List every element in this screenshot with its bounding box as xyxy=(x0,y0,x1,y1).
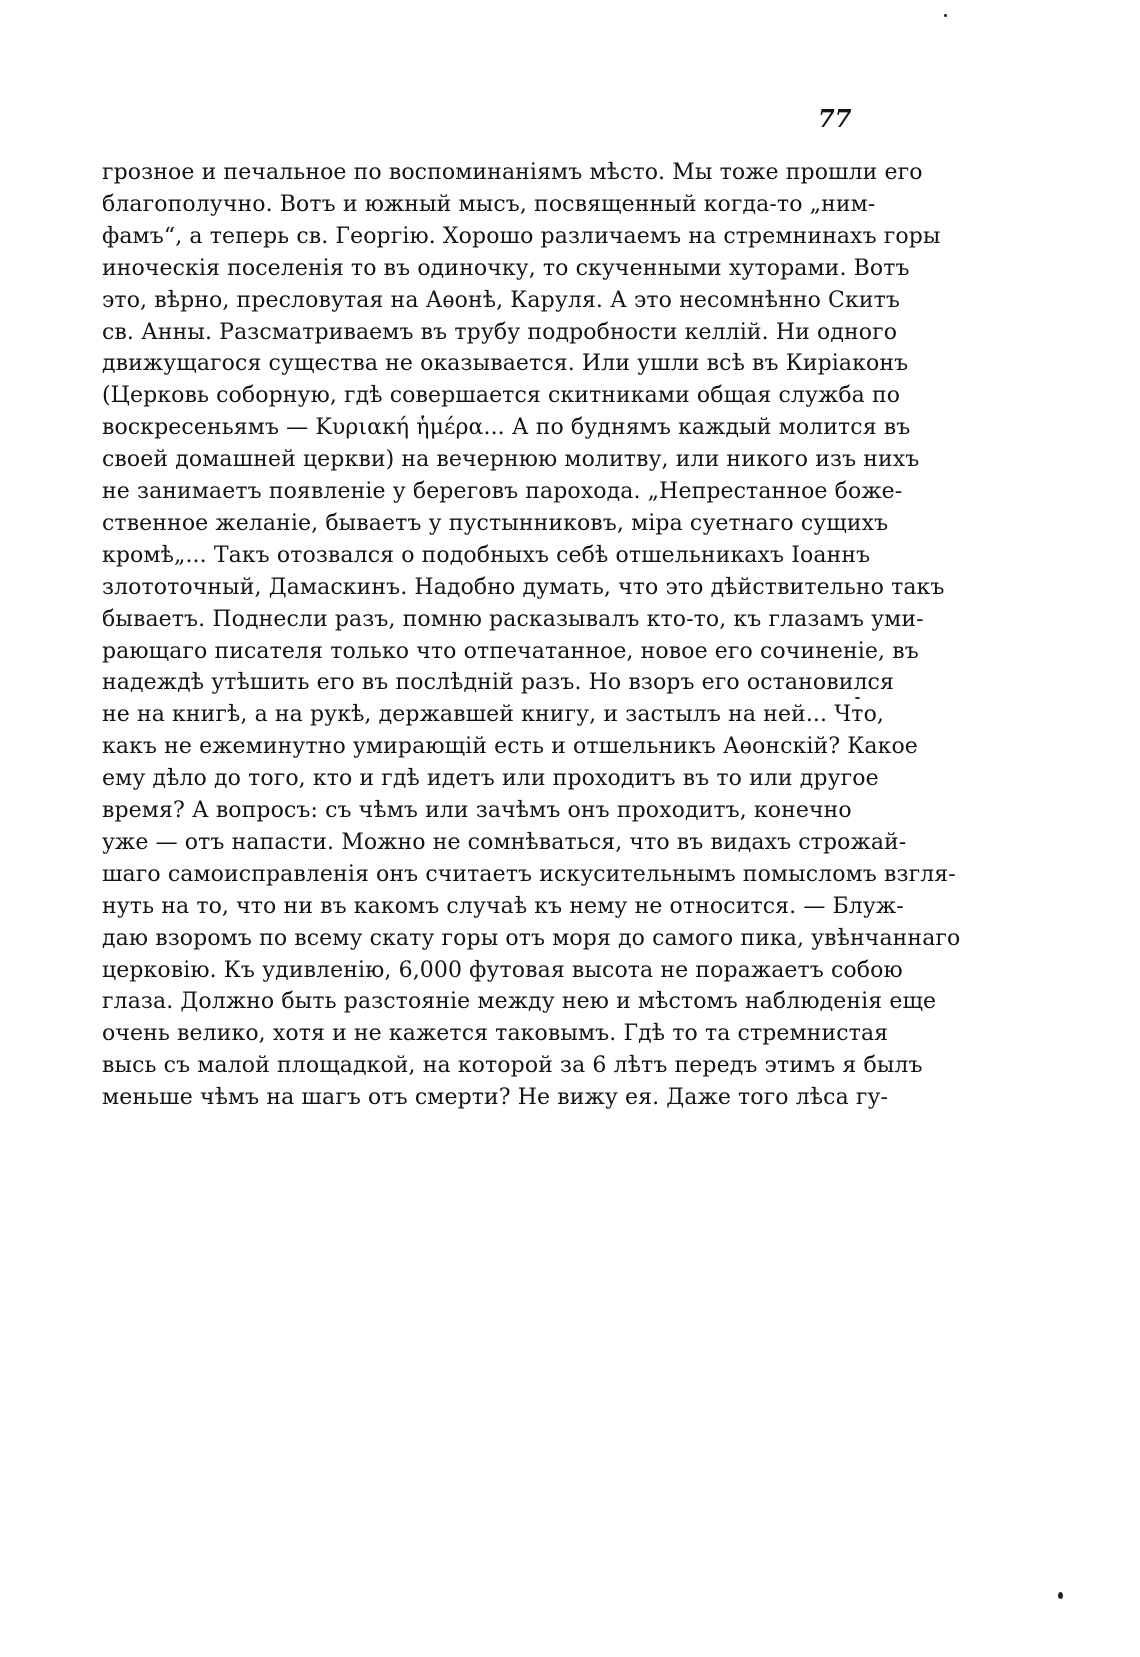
text-line: фамъ“, а теперь св. Георгію. Хорошо различаемъ на стремнинахъ горы xyxy=(102,223,941,249)
text-line: это, вѣрно, пресловутая на Аѳонѣ, Каруля. А это несомнѣнно Скитъ xyxy=(102,287,900,313)
text-line: меньше чѣмъ на шагъ отъ смерти? Не вижу ея. Даже того лѣса гу- xyxy=(102,1085,889,1111)
text-line: бываетъ. Поднесли разъ, помню расказывалъ кто-то, къ глазамъ уми- xyxy=(102,606,924,632)
text-line: ему дѣло до того, кто и гдѣ идетъ или проходитъ въ то или другое xyxy=(102,766,879,792)
page-number: 77 xyxy=(818,104,852,133)
text-line: не занимаетъ появленіе у береговъ парохода. „Непрестанное боже- xyxy=(102,479,903,504)
scan-speck xyxy=(944,14,947,17)
text-line: надеждѣ утѣшить его въ послѣдній разъ. Но взоръ его остановился xyxy=(102,670,894,696)
scan-speck xyxy=(1058,1592,1063,1599)
text-line: ственное желаніе, бываетъ у пустынниковъ, міра суетнаго сущихъ xyxy=(102,510,889,536)
text-line: не на книгѣ, а на рукѣ, державшей книгу, и застылъ на ней... Что, xyxy=(102,702,885,728)
text-line: даю взоромъ по всему скату горы отъ моря до самого пика, увѣнчаннаго xyxy=(102,925,961,951)
text-line: церковію. Къ удивленію, 6,000 футовая высота не поражаетъ собою xyxy=(102,957,903,983)
text-line: высь съ малой площадкой, на которой за 6 лѣтъ передъ этимъ я былъ xyxy=(102,1053,923,1079)
text-line: иноческія поселенія то въ одиночку, то скученными хуторами. Вотъ xyxy=(102,255,910,281)
text-line: грозное и печальное по воспоминаніямъ мѣсто. Мы тоже прошли его xyxy=(102,160,923,185)
text-line: рающаго писателя только что отпечатанное, новое его сочиненіе, въ xyxy=(102,638,919,664)
text-line: какъ не ежеминутно умирающій есть и отшельникъ Аѳонскій? Какое xyxy=(102,734,918,760)
text-line: глаза. Должно быть разстояніе между нею и мѣстомъ наблюденія еще xyxy=(102,989,937,1015)
text-line: шаго самоисправленія онъ считаетъ искусительнымъ помысломъ взгля- xyxy=(102,861,956,887)
text-line: очень велико, хотя и не кажется таковымъ. Гдѣ то та стремнистая xyxy=(102,1021,889,1047)
text-line: своей домашней церкви) на вечернюю молитву, или никого изъ нихъ xyxy=(102,447,920,473)
text-line: воскресеньямъ — Κυριακή ἡμέρα... А по буднямъ каждый молится въ xyxy=(102,415,911,441)
text-line: злототочный, Дамаскинъ. Надобно думать, что это дѣйствительно такъ xyxy=(102,574,945,600)
text-line: св. Анны. Разсматриваемъ въ трубу подробности келлій. Ни одного xyxy=(102,319,898,345)
text-line: благополучно. Вотъ и южный мысъ, посвященный когда-то „ним- xyxy=(102,191,876,217)
text-line: время? А вопросъ: съ чѣмъ или зачѣмъ онъ проходитъ, конечно xyxy=(102,798,852,823)
text-line: нуть на то, что ни въ какомъ случаѣ къ нему не относится. — Блуж- xyxy=(102,893,904,919)
text-line: движущагося существа не оказывается. Или ушли всѣ въ Кирiаконъ xyxy=(102,351,909,377)
scan-speck xyxy=(855,697,860,699)
text-line: (Церковь соборную, гдѣ совершается скитниками общая служба по xyxy=(102,383,901,409)
text-line: кромѣ„... Такъ отозвался о подобныхъ себѣ отшельникахъ Іоаннъ xyxy=(102,542,871,568)
text-line: уже — отъ напасти. Можно не сомнѣваться, что въ видахъ строжай- xyxy=(102,829,907,855)
